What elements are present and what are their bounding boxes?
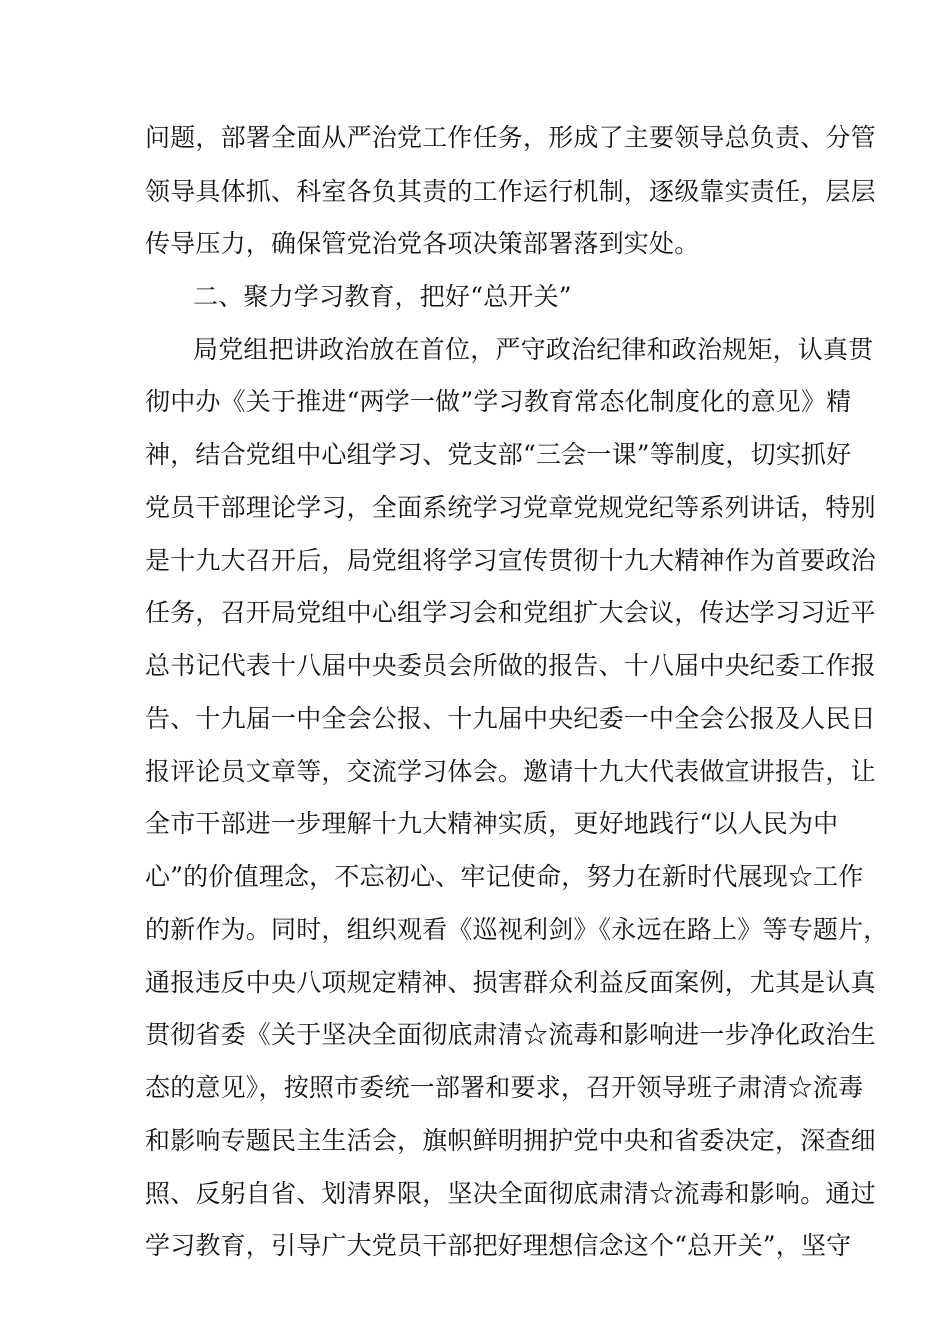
paragraph-first-line: 局党组把讲政治放在首位，严守政治纪律和政治规矩，认真贯 xyxy=(193,335,874,364)
text-line: 通报违反中央八项规定精神、损害群众利益反面案例，尤其是认真 xyxy=(145,968,876,997)
text-line: 学习教育，引导广大党员干部把好理想信念这个“总开关”，坚守 xyxy=(145,1231,852,1260)
text-line: 报评论员文章等，交流学习体会。邀请十九大代表做宣讲报告，让 xyxy=(145,757,876,786)
text-line: 照、反躬自省、划清界限，坚决全面彻底肃清☆流毒和影响。通过 xyxy=(145,1179,876,1208)
text-line: 全市干部进一步理解十九大精神实质，更好地践行“以人民为中 xyxy=(145,809,839,838)
text-line: 神，结合党组中心组学习、党支部“三会一课”等制度，切实抓好 xyxy=(145,440,852,469)
text-line: 的新作为。同时，组织观看《巡视利剑》《永远在路上》等专题片， xyxy=(145,915,889,944)
text-line: 心”的价值理念，不忘初心、牢记使命，努力在新时代展现☆工作 xyxy=(145,862,864,891)
section-heading: 二、聚力学习教育，把好“总开关” xyxy=(193,282,572,311)
text-line: 彻中办《关于推进“两学一做”学习教育常态化制度化的意见》精 xyxy=(145,387,852,416)
text-line: 告、十九届一中全会公报、十九届中央纪委一中全会公报及人民日 xyxy=(145,704,876,733)
text-line: 领导具体抓、科室各负其责的工作运行机制，逐级靠实责任，层层 xyxy=(145,177,876,206)
text-line: 党员干部理论学习，全面系统学习党章党规党纪等系列讲话，特别 xyxy=(145,493,876,522)
text-line: 传导压力，确保管党治党各项决策部署落到实处。 xyxy=(145,229,700,258)
text-line: 是十九大召开后，局党组将学习宣传贯彻十九大精神作为首要政治 xyxy=(145,546,876,575)
text-line: 总书记代表十八届中央委员会所做的报告、十八届中央纪委工作报 xyxy=(145,651,876,680)
text-line: 态的意见》，按照市委统一部署和要求，召开领导班子肃清☆流毒 xyxy=(145,1073,864,1102)
text-line: 贯彻省委《关于坚决全面彻底肃清☆流毒和影响进一步净化政治生 xyxy=(145,1020,876,1049)
text-line: 问题，部署全面从严治党工作任务，形成了主要领导总负责、分管 xyxy=(145,123,876,152)
text-line: 和影响专题民主生活会，旗帜鲜明拥护党中央和省委决定，深查细 xyxy=(145,1126,876,1155)
text-line: 任务，召开局党组中心组学习会和党组扩大会议，传达学习习近平 xyxy=(145,598,876,627)
